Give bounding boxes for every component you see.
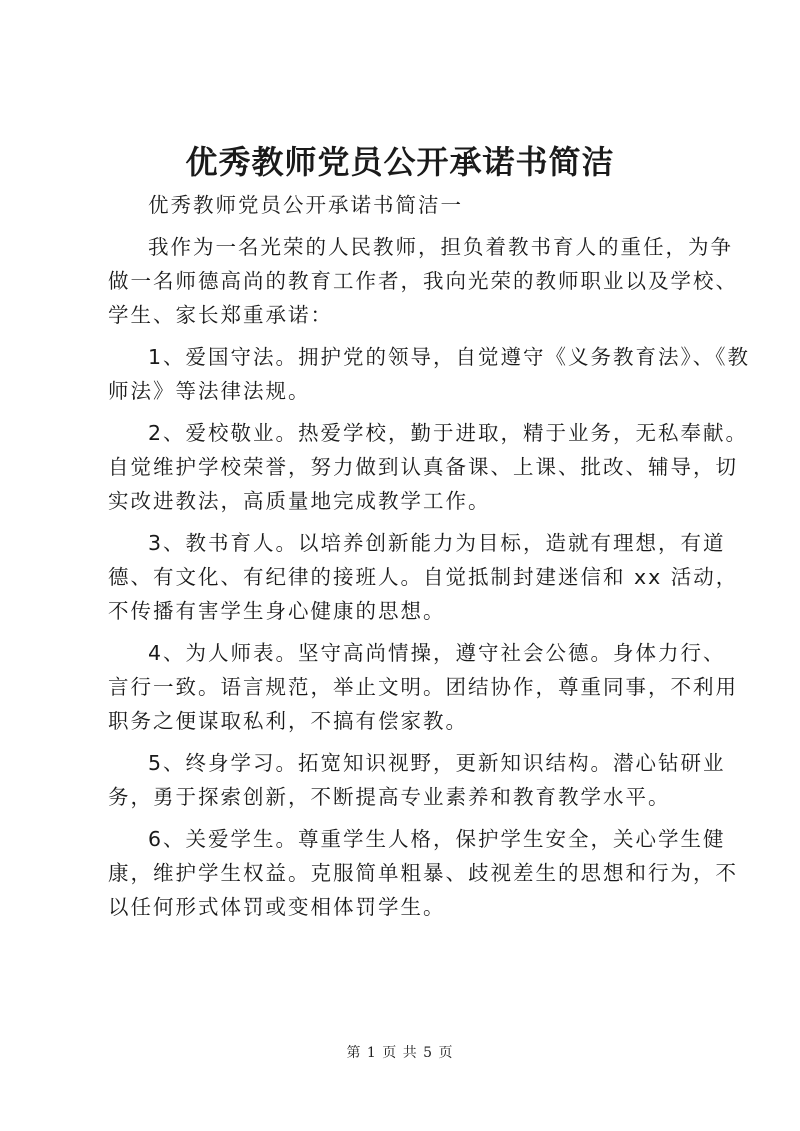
paragraph-line: 2、爱校敬业。热爱学校，勤于进取，精于业务，无私奉献。	[148, 421, 749, 445]
paragraph-line: 6、关爱学生。尊重学生人格，保护学生安全，关心学生健	[148, 827, 726, 851]
paragraph	[108, 188, 712, 222]
paragraph	[108, 746, 726, 814]
paragraph-line: 3、教书育人。以培养创新能力为目标，造就有理想，有道	[148, 531, 726, 555]
paragraph-line: 实改进教法，高质量地完成教学工作。	[108, 489, 491, 513]
paragraph-line: 职务之便谋取私利，不搞有偿家教。	[108, 709, 468, 733]
paragraph-line: 务，勇于探索创新，不断提高专业素养和教育教学水平。	[108, 785, 671, 809]
document-title: 优秀教师党员公开承诺书简洁	[185, 143, 615, 181]
paragraph-line: 1、爱国守法。拥护党的领导，自觉遵守《义务教育法》、《教	[148, 345, 751, 369]
paragraph-line: 师法》等法律法规。	[108, 379, 311, 403]
paragraph	[108, 636, 738, 738]
paragraph-line: 优秀教师党员公开承诺书简洁一	[148, 193, 463, 217]
paragraph-line: 言行一致。语言规范，举止文明。团结协作，尊重同事，不利用	[108, 675, 738, 699]
paragraph-line: 我作为一名光荣的人民教师，担负着教书育人的重任，为争	[148, 235, 733, 259]
paragraph-line: 做一名师德高尚的教育工作者，我向光荣的教师职业以及学校、	[108, 269, 738, 293]
paragraph	[108, 822, 738, 924]
paragraph-line: 以任何形式体罚或变相体罚学生。	[108, 895, 446, 919]
paragraph-line: 4、为人师表。坚守高尚情操，遵守社会公德。身体力行、	[148, 641, 726, 665]
paragraph-line: 5、终身学习。拓宽知识视野，更新知识结构。潜心钻研业	[148, 751, 726, 775]
paragraph-line: 不传播有害学生身心健康的思想。	[108, 599, 446, 623]
page-number-footer: 第 1 页 共 5 页	[346, 1045, 454, 1061]
paragraph-line: 康，维护学生权益。克服简单粗暴、歧视差生的思想和行为，不	[108, 861, 738, 885]
paragraph-line: 学生、家长郑重承诺：	[108, 303, 333, 327]
paragraph	[108, 416, 749, 518]
paragraph-line: 德、有文化、有纪律的接班人。自觉抵制封建迷信和 xx 活动，	[108, 565, 739, 589]
paragraph	[108, 230, 738, 332]
paragraph-line: 自觉维护学校荣誉，努力做到认真备课、上课、批改、辅导，切	[108, 455, 738, 479]
paragraph	[108, 340, 751, 408]
document-body	[108, 188, 751, 932]
paragraph	[108, 526, 739, 628]
